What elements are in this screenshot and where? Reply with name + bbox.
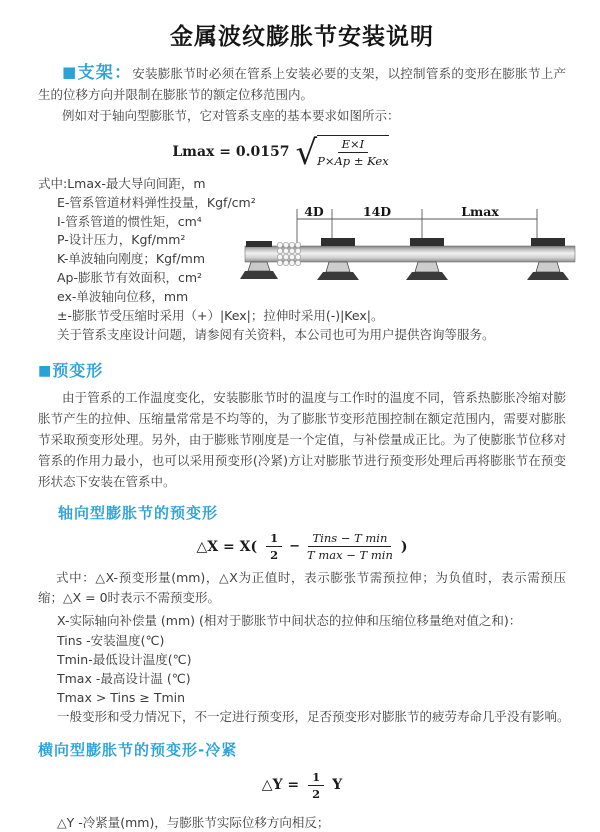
axial-line: Tmax -最高设计温 (℃): [57, 670, 191, 686]
pipe: [245, 246, 575, 262]
formula-lmax-fraction: [317, 135, 389, 168]
support-section-heading: [62, 63, 132, 83]
support-intro-paragraph: [38, 63, 566, 105]
definition-item: ±-膨胀节受压缩时采用（+）|Kex|；拉伸时采用(-)|Kex|。: [57, 307, 384, 323]
definition-item: ex-单波轴向位移，mm: [57, 288, 189, 304]
predeform-section-heading: [38, 358, 566, 381]
formula-delta-x: [38, 531, 566, 562]
page-title: 金属波纹膨胀节安装说明: [170, 24, 434, 50]
predeform-paragraph: 由于管系的工作温度变化，安装膨胀节时的温度与工作时的温度不同，管系热膨胀冷缩对膨胀节产生的拉伸、压缩量常常是不均等的，为了膨胀节变形范围控制在额定范围内，需要对膨胀节采取预变形处理。另外，由于膨账节刚度是一个定值，与补偿量成正比。为了使膨胀节位移对管系的作用力最小，也可以采用预变形(冷紧)方让对膨胀节进行预变形处理后再将膨胀节在预变形状态下安装在管系中。: [38, 390, 566, 490]
definition-item: K-单波轴向刚度；Kgf/mm: [57, 251, 205, 267]
support-example-line: 例如对于轴向型膨胀节，它对管系支座的基本要求如图所示：: [62, 108, 400, 123]
dim-label-4d: 4D: [304, 204, 324, 219]
definition-item: E-管系管道材料弹性投量，Kgf/cm²: [57, 194, 256, 210]
definitions-area: [38, 175, 566, 344]
fraction-numerator: 1: [308, 770, 324, 786]
sqrt-icon: √: [295, 132, 318, 173]
fraction-denominator: T max − T min: [307, 548, 393, 563]
dim-label-lmax: Lmax: [461, 204, 499, 219]
definition-item: I-管系管道的惯性矩，cm⁴: [57, 213, 202, 229]
definition-item: Ap-膨胀节有效面积，cm²: [57, 269, 203, 285]
axial-subsection-heading: 轴向型膨胀节的预变形: [58, 504, 219, 523]
minus-operator: −: [289, 539, 301, 555]
dim-label-14d: 14D: [362, 204, 392, 219]
formula-lmax: [0, 132, 566, 173]
axial-where-paragraph: 式中：△X-预变形量(mm)，△X为正值时，表示膨张节需预拉伸；为负值时，表示需预压缩；△X = 0时表示不需预变形。: [38, 570, 566, 606]
formula-dy-lhs: △Y =: [261, 777, 300, 794]
formula-delta-y: [38, 770, 566, 801]
section-marker-icon: ■: [38, 363, 53, 380]
section-marker-icon: ■: [62, 63, 78, 81]
support-note: 关于管系支座设计问题，请参阅有关资料，本公司也可为用户提供咨询等服务。: [57, 327, 495, 343]
support-heading-label: 支架：: [77, 63, 133, 83]
lateral-note: △Y -冷紧量(mm)，与膨胀节实际位移方向相反；: [57, 814, 330, 830]
fraction-numerator: 1: [266, 531, 282, 547]
predeform-heading-label: 预变形: [52, 361, 104, 381]
axial-line: Tmax > Tins ≥ Tmin: [57, 690, 186, 706]
axial-definitions: [38, 611, 570, 726]
support-intro-text: 安装膨胀节时必须在管系上安装必要的支架，以控制管系的变形在膨胀节上产生的位移方向并限制在膨胀节的额定位移范围内。: [38, 66, 566, 102]
formula-dx-rhs: ): [400, 538, 408, 555]
fraction-denominator: 2: [270, 548, 279, 563]
formula-dy-half-fraction: [308, 770, 324, 801]
formula-dx-temp-fraction: [307, 531, 393, 562]
formula-dy-rhs: Y: [332, 777, 343, 794]
formula-dx-half-fraction: [266, 531, 282, 562]
axial-line: Tmin-最低设计温度(℃): [57, 651, 192, 667]
formula-lmax-lhs: Lmax = 0.0157: [172, 143, 290, 160]
axial-line: Tins -安装温度(℃): [57, 632, 165, 648]
lateral-subsection-heading: 横向型膨胀节的预变形-冷紧: [38, 740, 238, 759]
axial-line: 一般变形和受力情况下，不一定进行预变形，足否预变形对膨胀节的疲劳寿命几乎没有影响。: [57, 709, 570, 725]
axial-line: X-实际轴向补偿量 (mm) (相对于膨胀节中间状态的拉伸和压缩位移量绝对值之和)：: [57, 613, 522, 629]
formula-lmax-numerator: E×I: [338, 137, 369, 153]
formula-dx-lhs: △X = X(: [196, 538, 258, 555]
formula-lmax-denominator: P×Ap ± Kex: [317, 154, 389, 168]
fraction-denominator: 2: [312, 786, 321, 801]
definition-item: P-设计压力，Kgf/mm²: [57, 232, 186, 248]
where-label: 式中:Lmax-最大导向间距，m: [38, 176, 206, 191]
pipe-support-diagram: [240, 205, 592, 301]
fraction-numerator: Tins − T min: [308, 531, 391, 547]
